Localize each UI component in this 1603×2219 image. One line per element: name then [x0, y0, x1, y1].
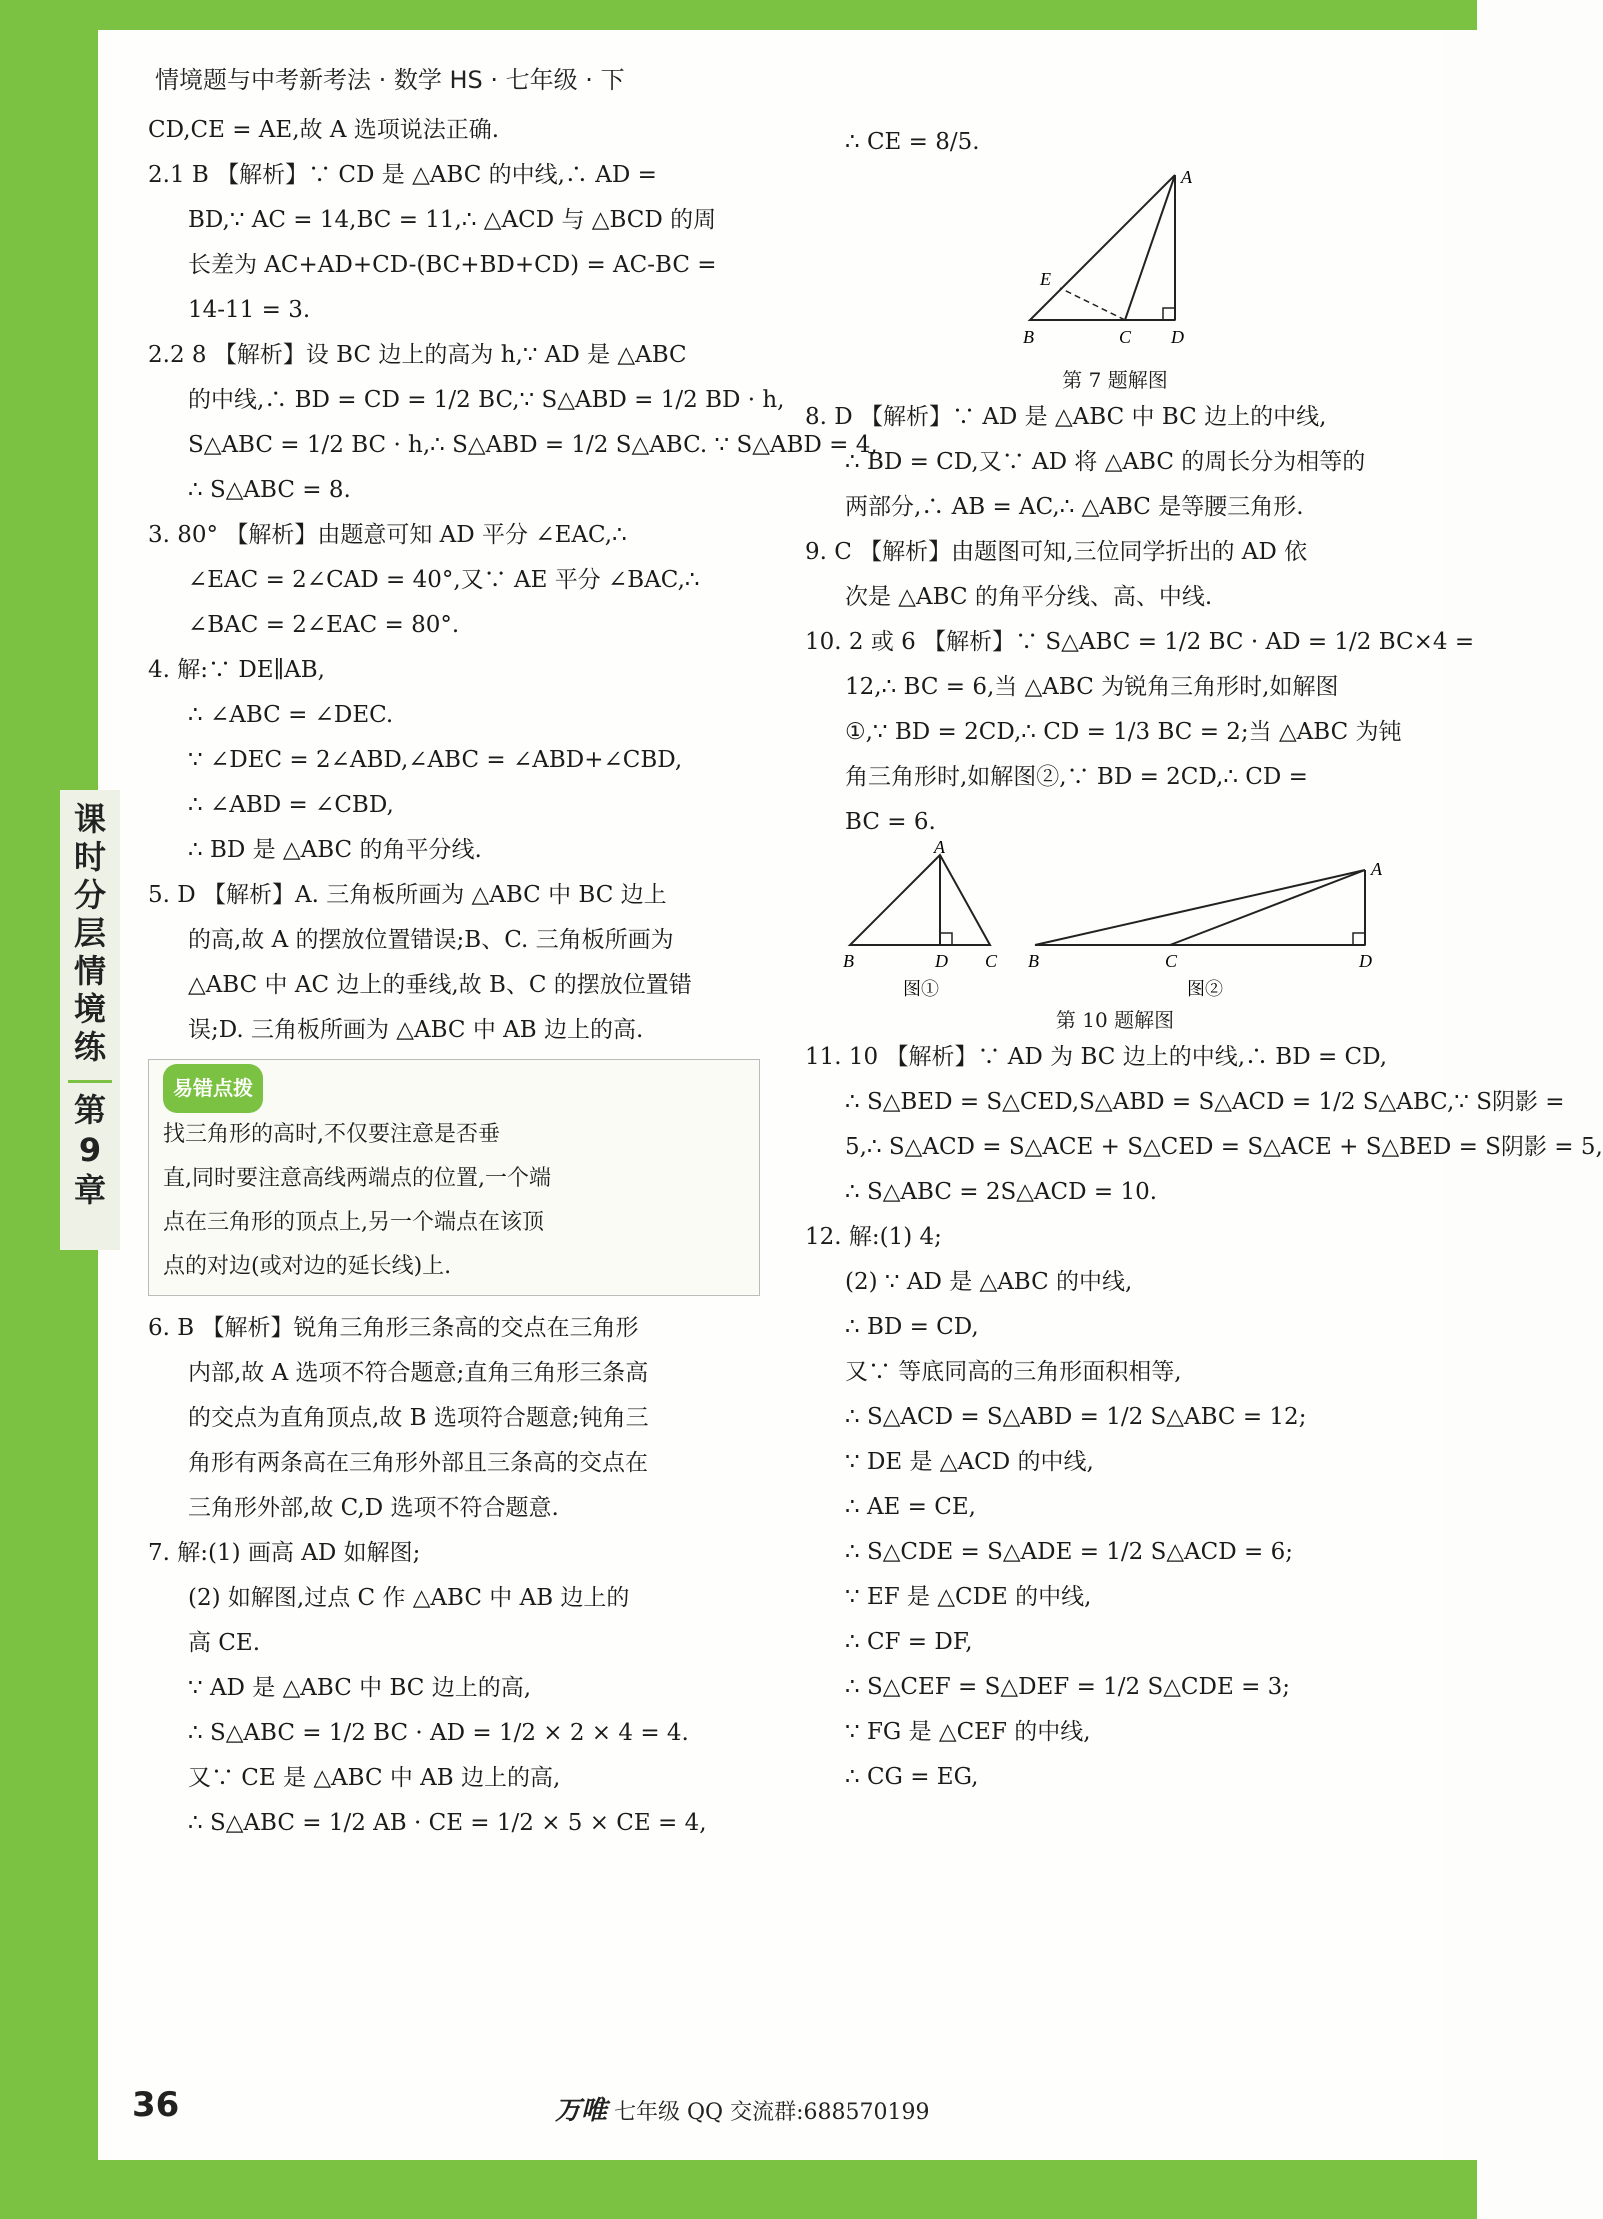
fig10-right-angle-1 [940, 933, 952, 945]
fig7-triangle [1030, 175, 1175, 320]
fig7-label-a: A [1181, 167, 1192, 187]
text-line: 5. D 【解析】A. 三角板所画为 △ABC 中 BC 边上 [148, 882, 667, 908]
bottom-green-border [0, 2160, 1477, 2219]
text-line: ∴ CF = DF, [845, 1629, 973, 1655]
text-line: 9. C 【解析】由题图可知,三位同学折出的 AD 依 [805, 539, 1308, 565]
page-number: 36 [132, 2085, 180, 2125]
top-green-border [0, 0, 1477, 30]
fig10-triangle-1 [850, 855, 990, 945]
text-line: ∴ S△ABC = 8. [188, 477, 351, 503]
text-line: ∵ DE 是 △ACD 的中线, [845, 1449, 1094, 1475]
text-line: ∴ CE = 8/5. [845, 129, 980, 155]
text-line: ∴ S△ABC = 1/2 AB · CE = 1/2 × 5 × CE = 4, [188, 1810, 707, 1836]
text-line: 角形有两条高在三角形外部且三条高的交点在 [188, 1450, 648, 1476]
footer-text [555, 2090, 929, 2127]
fig10-2-label-a: A [1371, 859, 1382, 879]
text-line: ∴ S△CDE = S△ADE = 1/2 S△ACD = 6; [845, 1539, 1293, 1565]
text-line: 3. 80° 【解析】由题意可知 AD 平分 ∠EAC,∴ [148, 522, 627, 548]
tip-line: 点在三角形的顶点上,另一个端点在该顶 [163, 1210, 544, 1235]
text-line: 14-11 = 3. [188, 297, 311, 323]
text-line: ∴ S△CEF = S△DEF = 1/2 S△CDE = 3; [845, 1674, 1291, 1700]
text-line: 12. 解:(1) 4; [805, 1224, 942, 1250]
text-line: ∵ FG 是 △CEF 的中线, [845, 1719, 1091, 1745]
text-line: ∴ S△ABC = 2S△ACD = 10. [845, 1179, 1158, 1205]
text-line: ∴ AE = CE, [845, 1494, 976, 1520]
right-column [805, 120, 1603, 1800]
text-line: 12,∴ BC = 6,当 △ABC 为锐角三角形时,如解图 [845, 674, 1339, 700]
text-line: ∵ ∠DEC = 2∠ABD,∠ABC = ∠ABD+∠CBD, [188, 747, 683, 773]
text-line: △ABC 中 AC 边上的垂线,故 B、C 的摆放位置错 [188, 972, 692, 998]
text-line: 高 CE. [188, 1630, 261, 1656]
text-line: ∵ AD 是 △ABC 中 BC 边上的高, [188, 1675, 532, 1701]
text-line: 6. B 【解析】锐角三角形三条高的交点在三角形 [148, 1315, 639, 1341]
tip-line: 直,同时要注意高线两端点的位置,一个端 [163, 1166, 551, 1191]
text-line: (2) 如解图,过点 C 作 △ABC 中 AB 边上的 [188, 1585, 630, 1611]
footer-group-info: 七年级 QQ 交流群:688570199 [614, 2100, 930, 2125]
fig7-height-ce [1060, 288, 1125, 320]
text-line: 8. D 【解析】∵ AD 是 △ABC 中 BC 边上的中线, [805, 404, 1327, 430]
tip-line: 找三角形的高时,不仅要注意是否垂 [163, 1122, 500, 1147]
figure-10-caption: 第 10 题解图 [1055, 1008, 1175, 1032]
fig7-label-b: B [1023, 327, 1034, 347]
text-line: 4. 解:∵ DE∥AB, [148, 657, 325, 683]
text-line: 又∵ CE 是 △ABC 中 AB 边上的高, [188, 1765, 561, 1791]
text-line: CD,CE = AE,故 A 选项说法正确. [148, 117, 500, 143]
page-header: 情境题与中考新考法 · 数学 HS · 七年级 · 下 [155, 66, 625, 94]
brand-logo-text: 万唯 [555, 2096, 608, 2126]
fig7-right-angle-d [1163, 308, 1175, 320]
fig10-2-label-c: C [1165, 951, 1178, 971]
text-line: ∴ S△ABC = 1/2 BC · AD = 1/2 × 2 × 4 = 4. [188, 1720, 689, 1746]
fig10-1-label-c: C [985, 951, 998, 971]
text-line: ∴ BD = CD,又∵ AD 将 △ABC 的周长分为相等的 [845, 449, 1366, 475]
text-line: 10. 2 或 6 【解析】∵ S△ABC = 1/2 BC · AD = 1/2 BC×4 = [805, 629, 1475, 655]
tip-line: 点的对边(或对边的延长线)上. [163, 1254, 452, 1279]
figure-10 [835, 837, 1395, 1005]
side-tab-title: 课时分层情境练 [73, 800, 106, 1066]
fig7-label-e: E [1040, 269, 1051, 289]
text-line: ∴ ∠ABC = ∠DEC. [188, 702, 394, 728]
text-line: 的交点为直角顶点,故 B 选项符合题意;钝角三 [188, 1405, 649, 1431]
figure-7 [985, 165, 1245, 365]
fig10-1-label-a: A [934, 837, 945, 857]
text-line: S△ABC = 1/2 BC · h,∴ S△ABD = 1/2 S△ABC. ∵ S△ABD = 4, [188, 432, 878, 458]
text-line: BC = 6. [845, 809, 936, 835]
fig10-right-angle-2 [1353, 933, 1365, 945]
fig10-2-label-d: D [1359, 951, 1372, 971]
fig10-caption-1: 图① [903, 979, 939, 1000]
tip-box [148, 1059, 760, 1296]
text-line: ∴ BD 是 △ABC 的角平分线. [188, 837, 482, 863]
text-line: 角三角形时,如解图②,∵ BD = 2CD,∴ CD = [845, 764, 1308, 790]
text-line: BD,∵ AC = 14,BC = 11,∴ △ACD 与 △BCD 的周 [188, 207, 717, 233]
text-line: 三角形外部,故 C,D 选项不符合题意. [188, 1495, 559, 1521]
fig10-2-label-b: B [1028, 951, 1039, 971]
text-line: 长差为 AC+AD+CD-(BC+BD+CD) = AC-BC = [188, 252, 717, 278]
text-line: 内部,故 A 选项不符合题意;直角三角形三条高 [188, 1360, 649, 1386]
text-line: 两部分,∴ AB = AC,∴ △ABC 是等腰三角形. [845, 494, 1304, 520]
tip-badge: 易错点拨 [163, 1064, 263, 1113]
text-line: 2.2 8 【解析】设 BC 边上的高为 h,∵ AD 是 △ABC [148, 342, 687, 368]
text-line: 的中线,∴ BD = CD = 1/2 BC,∵ S△ABD = 1/2 BD · h, [188, 387, 785, 413]
text-line: 5,∴ S△ACD = S△ACE + S△CED = S△ACE + S△BED = S阴影 = 5, [845, 1134, 1603, 1160]
text-line: ∠EAC = 2∠CAD = 40°,又∵ AE 平分 ∠BAC,∴ [188, 567, 700, 593]
text-line: ∴ S△ACD = S△ABD = 1/2 S△ABC = 12; [845, 1404, 1307, 1430]
text-line: ①,∵ BD = 2CD,∴ CD = 1/3 BC = 2;当 △ABC 为钝 [845, 719, 1402, 745]
text-line: 的高,故 A 的摆放位置错误;B、C. 三角板所画为 [188, 927, 674, 953]
text-line: 2.1 B 【解析】∵ CD 是 △ABC 的中线,∴ AD = [148, 162, 657, 188]
text-line: 11. 10 【解析】∵ AD 为 BC 边上的中线,∴ BD = CD, [805, 1044, 1388, 1070]
text-line: ∴ CG = EG, [845, 1764, 979, 1790]
text-line: 又∵ 等底同高的三角形面积相等, [845, 1359, 1182, 1385]
text-line: 7. 解:(1) 画高 AD 如解图; [148, 1540, 421, 1566]
side-tab-divider [68, 1080, 112, 1083]
text-line: ∵ EF 是 △CDE 的中线, [845, 1584, 1092, 1610]
fig10-caption-2: 图② [1187, 979, 1223, 1000]
text-line: ∴ BD = CD, [845, 1314, 979, 1340]
text-line: 次是 △ABC 的角平分线、高、中线. [845, 584, 1213, 610]
chapter-side-tab [60, 790, 120, 1250]
fig7-label-c: C [1119, 327, 1132, 347]
fig7-label-d: D [1171, 327, 1184, 347]
side-tab-chapter: 第9章 [73, 1091, 106, 1209]
text-line: ∠BAC = 2∠EAC = 80°. [188, 612, 460, 638]
fig10-1-label-d: D [935, 951, 948, 971]
fig10-1-label-b: B [843, 951, 854, 971]
text-line: ∴ ∠ABD = ∠CBD, [188, 792, 394, 818]
text-line: ∴ S△BED = S△CED,S△ABD = S△ACD = 1/2 S△ABC,∵ S阴影 = [845, 1089, 1565, 1115]
text-line: 误;D. 三角板所画为 △ABC 中 AB 边上的高. [188, 1017, 644, 1043]
figure-7-caption: 第 7 题解图 [1062, 368, 1168, 392]
text-line: (2) ∵ AD 是 △ABC 的中线, [845, 1269, 1133, 1295]
